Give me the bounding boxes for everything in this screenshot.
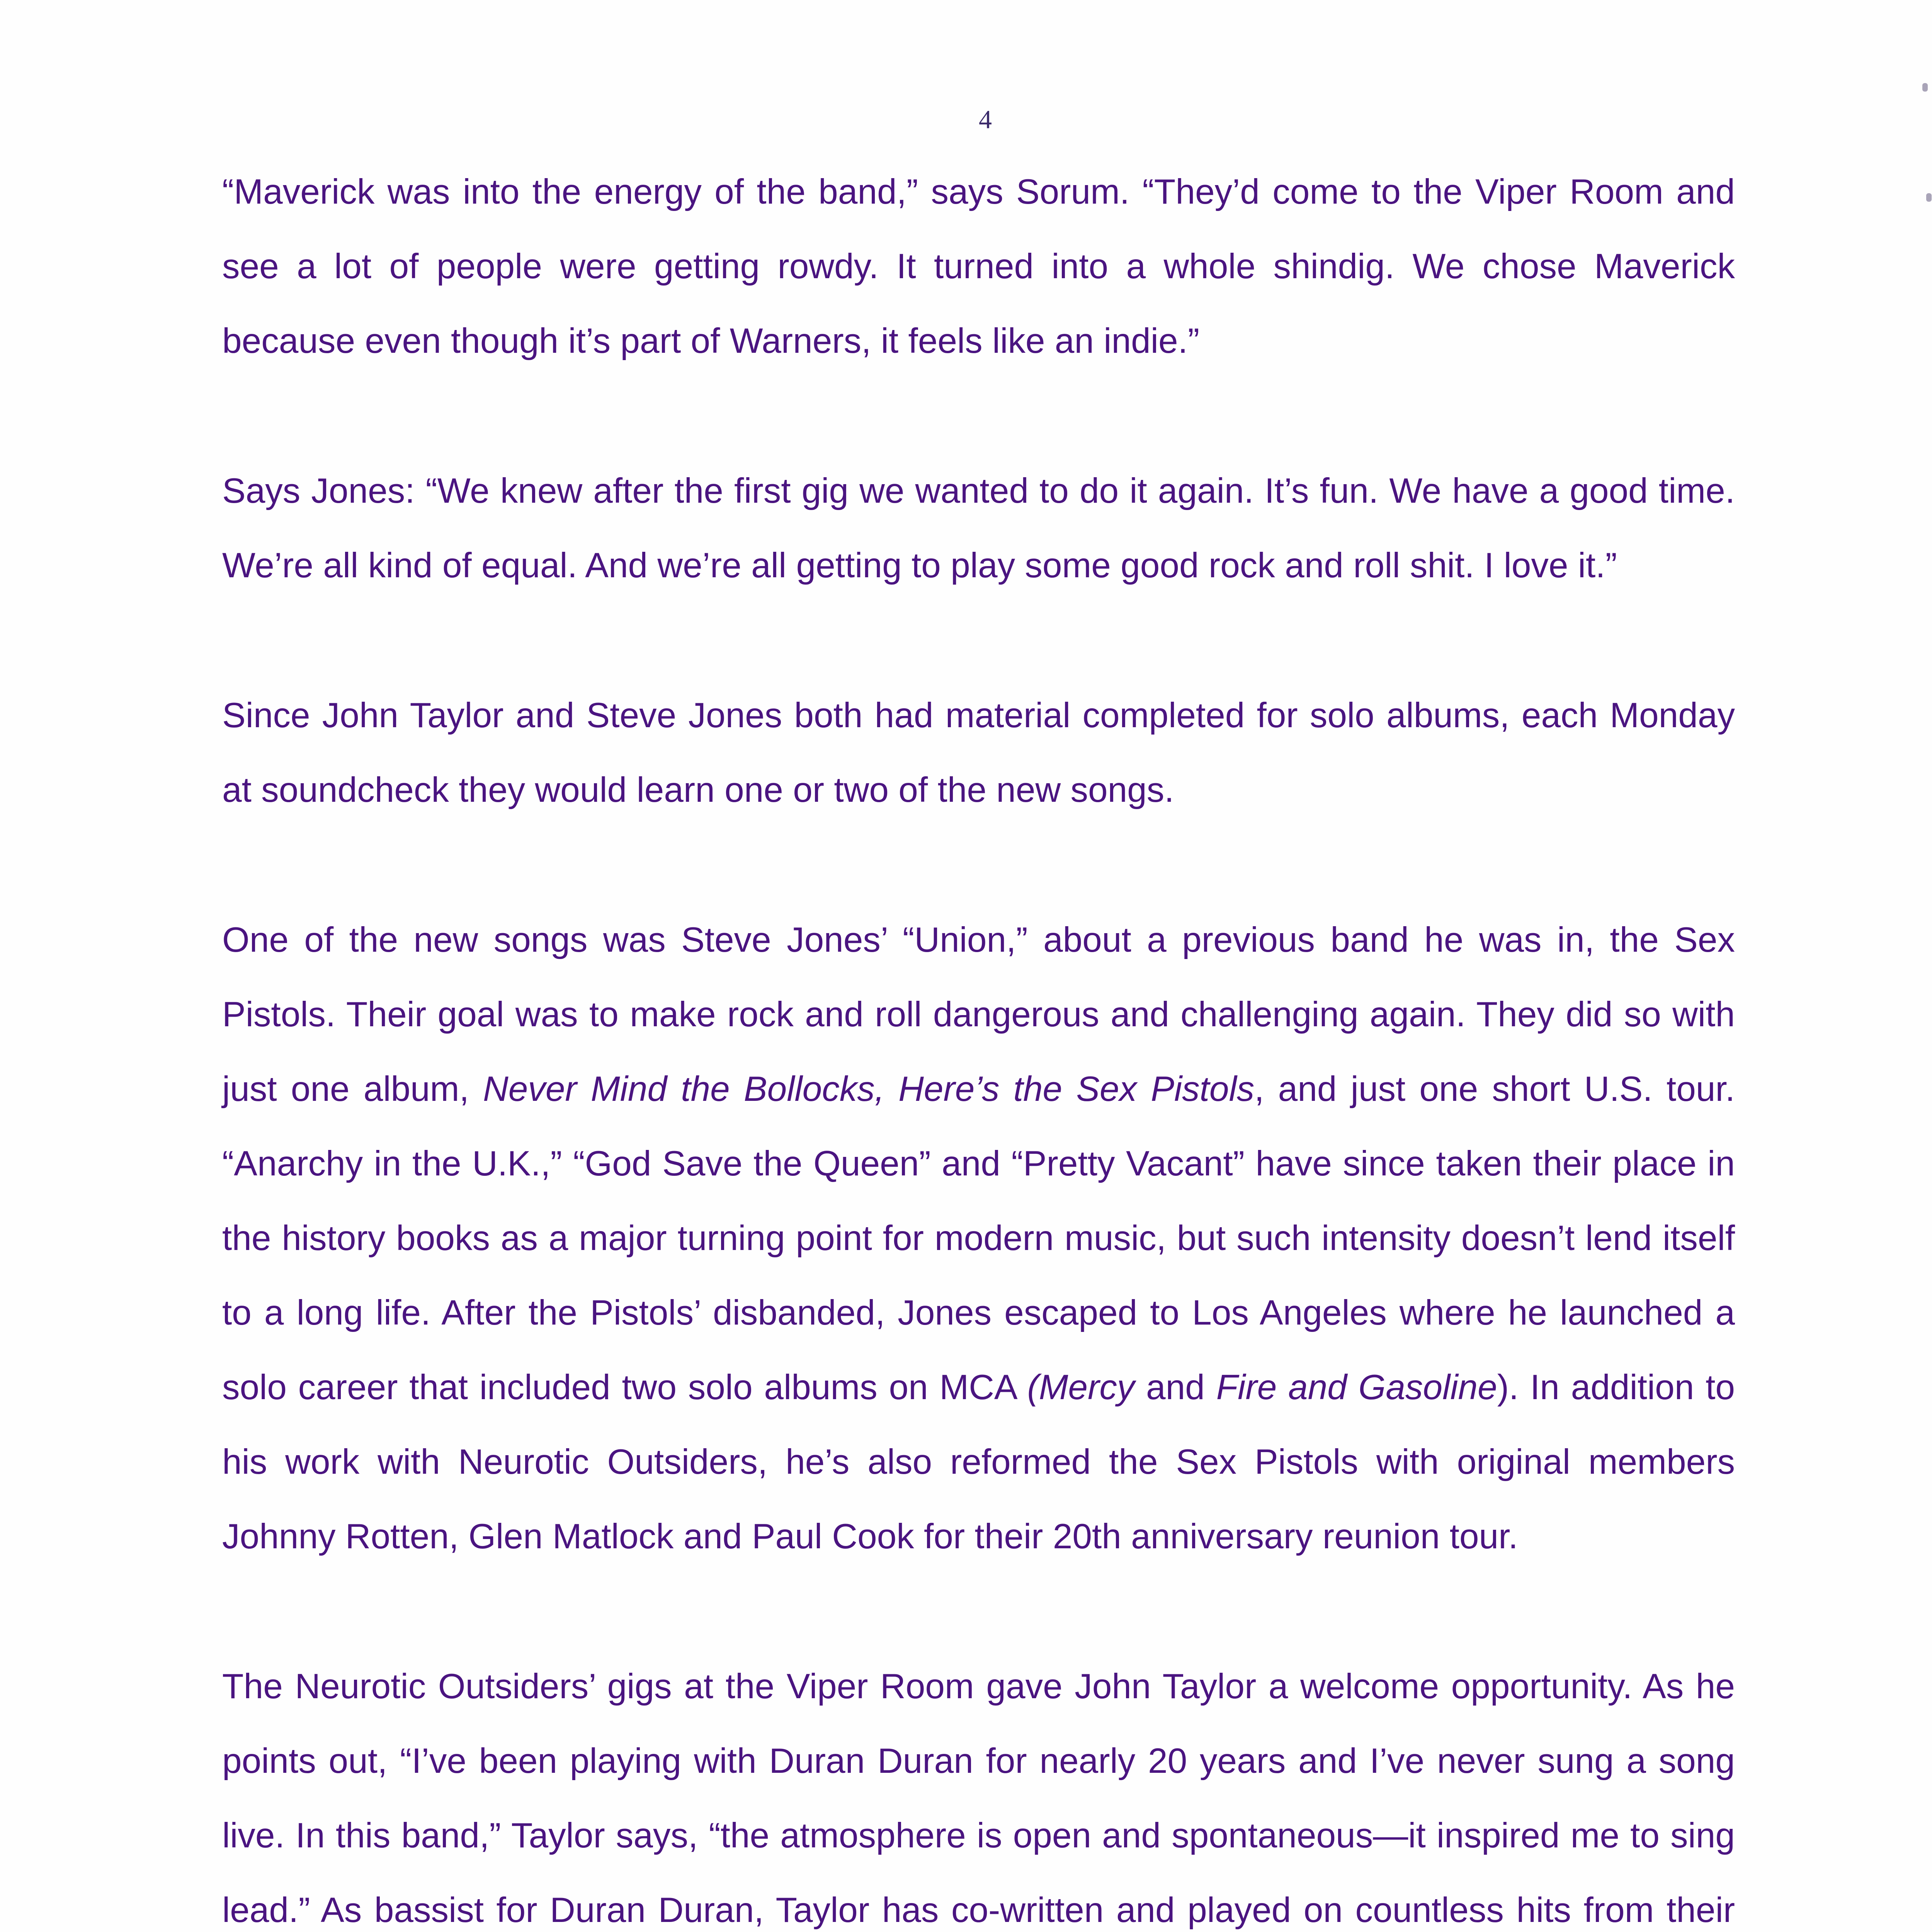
- album-title: Fire and Gasoline: [1216, 1368, 1497, 1407]
- page-number: 4: [979, 105, 992, 134]
- document-body: [222, 155, 1735, 1932]
- scan-speck: [1922, 83, 1928, 92]
- paragraph-text: , and just one short U.S. tour. “Anarchy in the U.K.,” “God Save the Queen” and “Pretty Vacant” have since taken their place in the history books as a major turning point for modern music, but such intensity doesn’t lend itself to a long life. After the Pistols’ disbanded, Jones escaped to Los Angeles where he launched a solo career that included two solo albums on MCA: [222, 1070, 1735, 1407]
- paragraph-text: ). In addition to his work with Neurotic Outsiders, he’s also reformed the Sex Pistols with original members Johnny Rotten, Glen Matlock and Paul Cook for their 20th anniversary reunion tour.: [222, 1368, 1735, 1556]
- paragraph-maverick-quote: “Maverick was into the energy of the band,” says Sorum. “They’d come to the Viper Room and see a lot of people were getting rowdy. It turned into a whole shindig. We chose Maverick because even though it’s part of Warners, it feels like an indie.”: [222, 172, 1735, 361]
- paragraph-solo-material: Since John Taylor and Steve Jones both had material completed for solo albums, each Monday at soundcheck they would learn one or two of the new songs.: [222, 696, 1735, 810]
- paragraph-text: and: [1134, 1368, 1216, 1407]
- paragraph-jones-quote: Says Jones: “We knew after the first gig we wanted to do it again. It’s fun. We have a good time. We’re all kind of equal. And we’re all getting to play some good rock and roll shit. I love it.”: [222, 471, 1735, 585]
- album-title: Never Mind the Bollocks, Here’s the Sex Pistols: [483, 1070, 1255, 1109]
- album-title: (Mercy: [1027, 1368, 1135, 1407]
- paragraph-john-taylor: The Neurotic Outsiders’ gigs at the Viper Room gave John Taylor a welcome opportunity. As he points out, “I’ve been playing with Duran Duran for nearly 20 years and I’ve never sung a song live. In this band,” Taylor says, “the atmosphere is open and spontaneous—it inspired me to sing lead.” As bassist for Duran Duran, Taylor has co-written and played on countless hits from their: [222, 1667, 1735, 1930]
- scan-speck: [1926, 193, 1932, 202]
- paragraph-text: One of the new songs was Steve Jones’ “Union,” about a previous band he was in, the Sex Pistols. Their goal was to make rock and roll dangerous and challenging again. They did so with just one album,: [222, 920, 1735, 1109]
- paragraph-sex-pistols: [222, 903, 1735, 1574]
